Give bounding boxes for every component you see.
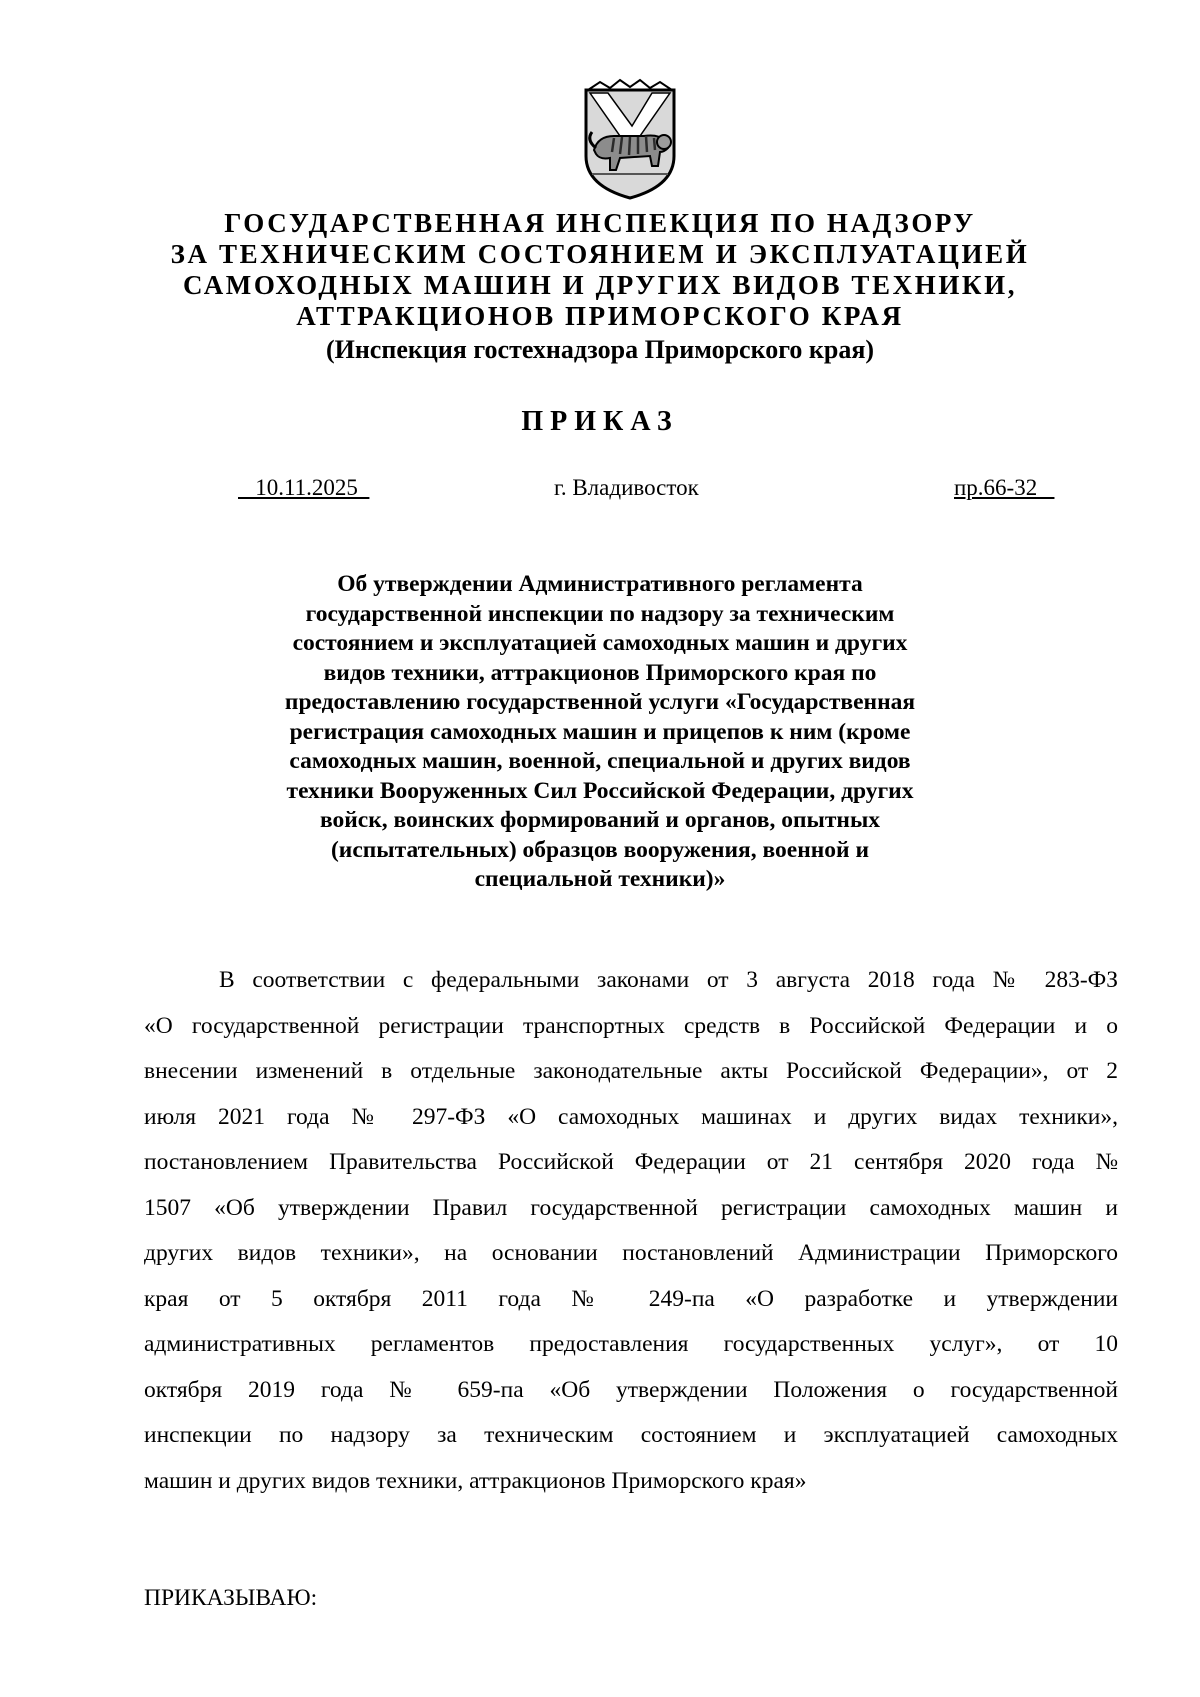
organization-header xyxy=(0,208,1200,367)
org-name-line: ГОСУДАРСТВЕННАЯ ИНСПЕКЦИЯ ПО НАДЗОРУ xyxy=(224,208,976,238)
subject-line: специальной техники)» xyxy=(474,866,726,892)
order-date: 10.11.2025 xyxy=(238,475,370,500)
preamble-paragraph xyxy=(144,958,1118,1504)
subject-line: предоставлению государственной услуги «Государственная xyxy=(284,689,916,715)
body-line: края от 5 октября 2011 года № 249-па «О разработке и утверждении xyxy=(144,1285,1118,1312)
order-number: пр.66-32 xyxy=(954,475,1055,500)
org-name-line: АТТРАКЦИОНОВ ПРИМОРСКОГО КРАЯ xyxy=(296,301,904,331)
body-line: инспекции по надзору за техническим состоянием и эксплуатацией самоходных xyxy=(144,1422,1118,1448)
primorsky-krai-coat-of-arms-icon xyxy=(580,78,680,202)
subject-line: самоходных машин, военной, специальной и других видов xyxy=(289,748,911,774)
body-line: административных регламентов предоставления государственных услуг», от 10 xyxy=(144,1331,1118,1357)
body-line: постановлением Правительства Российской Федерации от 21 сентября 2020 года № xyxy=(144,1149,1118,1175)
org-name-line: ЗА ТЕХНИЧЕСКИМ СОСТОЯНИЕМ И ЭКСПЛУАТАЦИЕЙ xyxy=(170,239,1030,269)
org-short-name: (Инспекция гостехнадзора Приморского края) xyxy=(325,335,875,364)
body-line: других видов техники», на основании постановлений Администрации Приморского xyxy=(144,1240,1118,1266)
document-type-title: ПРИКАЗ xyxy=(521,406,679,437)
subject-line: государственной инспекции по надзору за техническим xyxy=(305,600,895,627)
body-line: «О государственной регистрации транспортных средств в Российской Федерации и о xyxy=(144,1012,1118,1039)
order-subject xyxy=(250,570,950,895)
body-line: машин и других видов техники, аттракционов Приморского края» xyxy=(144,1467,807,1494)
order-directive-word: ПРИКАЗЫВАЮ: xyxy=(144,1585,318,1611)
body-line: В соответствии с федеральными законами от 3 августа 2018 года № 283-ФЗ xyxy=(219,967,1118,993)
subject-line: (испытательных) образцов вооружения, военной и xyxy=(330,836,870,863)
org-name-line: САМОХОДНЫХ МАШИН И ДРУГИХ ВИДОВ ТЕХНИКИ, xyxy=(182,270,1018,300)
subject-line: видов техники, аттракционов Приморского края по xyxy=(323,659,877,686)
body-line: июля 2021 года № 297-ФЗ «О самоходных машинах и других видах техники», xyxy=(144,1103,1118,1130)
subject-line: войск, воинских формирований и органов, опытных xyxy=(319,807,881,833)
subject-line: техники Вооруженных Сил Российской Федерации, других xyxy=(286,777,914,804)
subject-line: регистрация самоходных машин и прицепов к ним (кроме xyxy=(289,718,911,745)
subject-line: Об утверждении Административного регламента xyxy=(337,571,863,597)
body-line: 1507 «Об утверждении Правил государственной регистрации самоходных машин и xyxy=(144,1194,1118,1221)
subject-line: состоянием и эксплуатацией самоходных машин и других xyxy=(292,630,908,656)
body-line: внесении изменений в отдельные законодательные акты Российской Федерации», от 2 xyxy=(144,1058,1118,1084)
order-city: г. Владивосток xyxy=(554,475,699,500)
body-line: октября 2019 года № 659-па «Об утверждении Положения о государственной xyxy=(144,1376,1118,1403)
